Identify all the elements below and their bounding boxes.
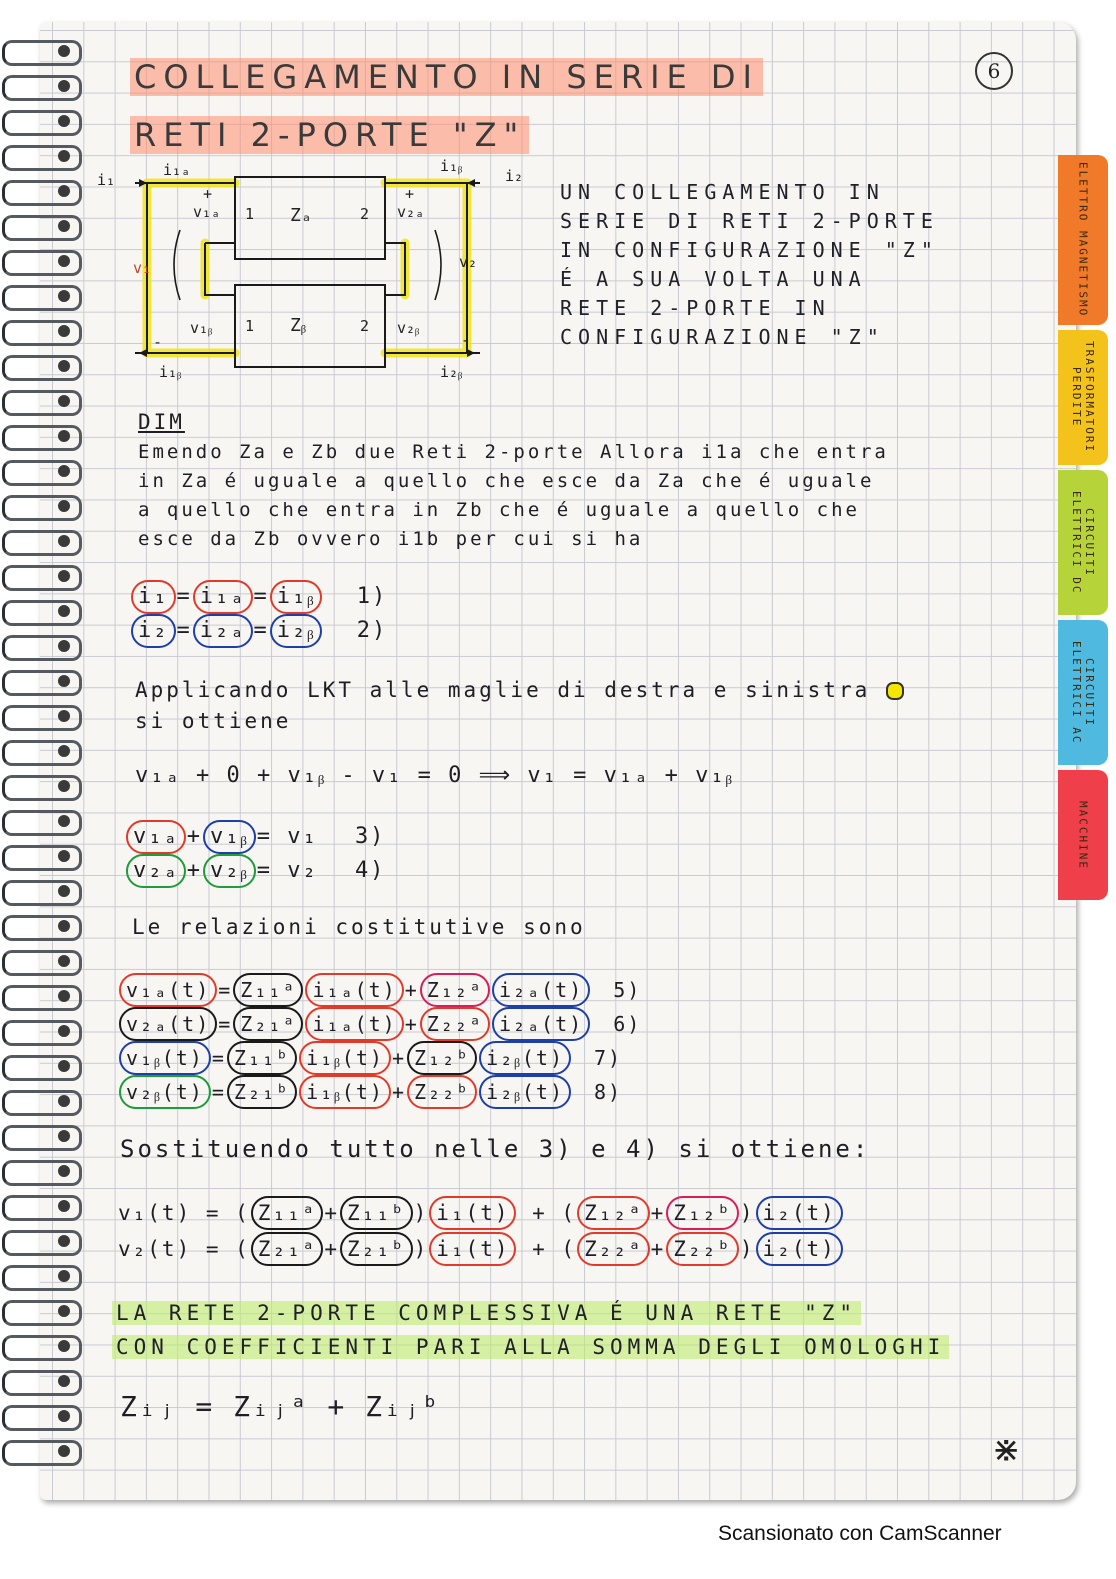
oval-i1a: i₁ₐ <box>193 580 253 614</box>
equation-3: v₁ₐ + v₁ᵦ = v₁ 3) <box>125 820 385 854</box>
binding-hole <box>58 1025 70 1037</box>
end-mark-icon: ⋇ <box>992 1430 1021 1470</box>
dim-line: Emendo Za e Zb due Reti 2-porte Allora i1a che entra <box>138 441 889 463</box>
binding-hole <box>58 1060 70 1072</box>
dim-text <box>138 438 889 554</box>
spiral-ring-icon <box>2 845 82 871</box>
scanner-footer: Scansionato con CamScanner <box>718 1522 1002 1545</box>
lkt-line: si ottiene <box>135 709 292 733</box>
label-za: Zₐ <box>290 205 312 226</box>
relation-row: v₂ᵦ(t) = Z₂₁ᵇ i₁ᵦ(t) + Z₂₂ᵇ i₂ᵦ(t) 8) <box>118 1075 641 1109</box>
statement-line: UN COLLEGAMENTO IN <box>560 180 885 204</box>
binding-hole <box>58 115 70 127</box>
oval-current: i₁(t) <box>429 1196 516 1230</box>
oval-i1: i₁ <box>131 580 176 614</box>
label-v2a: v₂ₐ <box>397 203 425 221</box>
page-number: 6 <box>975 52 1013 90</box>
relation-row: v₁ᵦ(t) = Z₁₁ᵇ i₁ᵦ(t) + Z₁₂ᵇ i₂ᵦ(t) 7) <box>118 1041 641 1075</box>
binding-hole <box>58 395 70 407</box>
spiral-ring-icon <box>2 40 82 66</box>
spiral-ring-icon <box>2 1090 82 1116</box>
spiral-ring-icon <box>2 1230 82 1256</box>
final-lhs: v₂(t) = ( <box>118 1237 250 1261</box>
oval-z-coef: Z₂₂ᵇ <box>407 1075 477 1109</box>
oval-z-coef: Z₁₂ᵃ <box>420 973 490 1007</box>
oval-v2b: v₂ᵦ <box>203 854 256 888</box>
binding-hole <box>58 1375 70 1387</box>
label-i1: i₁ <box>97 171 116 189</box>
binding-hole <box>58 640 70 652</box>
spiral-ring-icon <box>2 390 82 416</box>
dim-line: esce da Zb ovvero i1b per cui si ha <box>138 528 644 550</box>
label-v2b: v₂ᵦ <box>397 319 420 337</box>
binding-hole <box>58 1235 70 1247</box>
conclusion-line: CON COEFFICIENTI PARI ALLA SOMMA DEGLI OMOLOGHI <box>112 1335 949 1359</box>
binding-hole <box>58 1410 70 1422</box>
final-equation-row: v₂(t) = ( Z₂₁ᵃ + Z₂₁ᵇ ) i₁(t) + ( Z₂₂ᵃ + Z₂₂ᵇ ) i₂(t) <box>118 1231 844 1267</box>
index-tab-label: CIRCUITI ELETTRICI AC <box>1070 640 1096 745</box>
oval-z-coef: Z₂₁ᵇ <box>227 1075 297 1109</box>
oval-current: i₂ₐ(t) <box>492 973 590 1007</box>
binding-hole <box>58 80 70 92</box>
final-lhs: v₁(t) = ( <box>118 1201 250 1225</box>
lkt-line: Applicando LKT alle maglie di destra e sinistra <box>135 678 871 702</box>
oval-voltage: v₂ᵦ(t) <box>119 1075 211 1109</box>
substitution-text: Sostituendo tutto nelle 3) e 4) si ottiene: <box>120 1135 871 1163</box>
relation-number: 5) <box>613 978 642 1002</box>
spiral-ring-icon <box>2 1265 82 1291</box>
spiral-ring-icon <box>2 600 82 626</box>
label-i1a: i₁ₐ <box>163 161 191 179</box>
yellow-dot-icon <box>886 682 904 700</box>
binding-hole <box>58 1270 70 1282</box>
binding-hole <box>58 430 70 442</box>
spiral-ring-icon <box>2 215 82 241</box>
spiral-ring-icon <box>2 1440 82 1466</box>
spiral-ring-icon <box>2 635 82 661</box>
index-tab-label: CIRCUITI ELETTRICI DC <box>1070 490 1096 595</box>
spiral-ring-icon <box>2 1405 82 1431</box>
spiral-ring-icon <box>2 145 82 171</box>
spiral-ring-icon <box>2 775 82 801</box>
binding-hole <box>58 850 70 862</box>
statement-line: IN CONFIGURAZIONE "Z" <box>560 238 939 262</box>
final-formula: Zᵢⱼ = Zᵢⱼᵃ + Zᵢⱼᵇ <box>120 1390 441 1423</box>
binding-hole <box>58 780 70 792</box>
oval-current: i₁ₐ(t) <box>305 973 403 1007</box>
spiral-ring-icon <box>2 705 82 731</box>
oval-i2: i₂ <box>131 614 176 648</box>
binding-hole <box>58 255 70 267</box>
final-equation-row: v₁(t) = ( Z₁₁ᵃ + Z₁₁ᵇ ) i₁(t) + ( Z₁₂ᵃ + Z₁₂ᵇ ) i₂(t) <box>118 1195 844 1231</box>
spiral-ring-icon <box>2 740 82 766</box>
index-tab-label: MACCHINE <box>1076 800 1090 870</box>
binding-hole <box>58 360 70 372</box>
relations <box>118 973 641 1109</box>
binding-hole <box>58 675 70 687</box>
spiral-ring-icon <box>2 285 82 311</box>
statement-line: É A SUA VOLTA UNA <box>560 267 867 291</box>
label-v1a: v₁ₐ <box>193 203 221 221</box>
binding-hole <box>58 815 70 827</box>
oval-z-coef: Z₂₂ᵃ <box>420 1007 490 1041</box>
binding-hole <box>58 1095 70 1107</box>
spiral-ring-icon <box>2 1125 82 1151</box>
spiral-ring-icon <box>2 355 82 381</box>
relations-text: Le relazioni costitutive sono <box>132 915 586 939</box>
final-equations <box>118 1195 844 1267</box>
dim-line: a quello che entra in Zb che é uguale a quello che <box>138 499 860 521</box>
index-tab[interactable] <box>1058 770 1108 900</box>
binding-hole <box>58 1305 70 1317</box>
oval-current: i₂ₐ(t) <box>492 1007 590 1041</box>
binding-hole <box>58 955 70 967</box>
statement-line: RETE 2-PORTE IN <box>560 296 831 320</box>
index-tab-label: TRASFORMATORI PERDITE <box>1070 341 1096 454</box>
oval-z-coef: Z₁₂ᵇ <box>666 1196 739 1230</box>
binding-hole <box>58 570 70 582</box>
page-title-line2: RETI 2-PORTE "Z" <box>130 116 529 154</box>
conclusion <box>112 1296 949 1364</box>
spiral-ring-icon <box>2 320 82 346</box>
svg-text:1: 1 <box>245 317 255 335</box>
binding-hole <box>58 920 70 932</box>
spiral-ring-icon <box>2 1020 82 1046</box>
spiral-ring-icon <box>2 460 82 486</box>
index-tab[interactable] <box>1058 155 1108 325</box>
oval-i1b: i₁ᵦ <box>270 580 323 614</box>
label-i2-top: i₂ <box>505 167 524 185</box>
binding-hole <box>58 465 70 477</box>
spiral-ring-icon <box>2 1160 82 1186</box>
svg-text:1: 1 <box>245 205 255 223</box>
oval-v1b: v₁ᵦ <box>203 820 256 854</box>
index-tab-label: ELETTRO MAGNETISMO <box>1076 162 1090 318</box>
oval-current: i₂ᵦ(t) <box>479 1041 571 1075</box>
conclusion-line: LA RETE 2-PORTE COMPLESSIVA É UNA RETE "Z" <box>112 1301 861 1325</box>
lkt-text <box>135 675 904 737</box>
dim-label: DIM <box>138 410 185 434</box>
binding-hole <box>58 535 70 547</box>
oval-z-coef: Z₂₁ᵇ <box>340 1232 413 1266</box>
label-v1b: v₁ᵦ <box>190 319 213 337</box>
oval-current: i₂ᵦ(t) <box>479 1075 571 1109</box>
statement-line: SERIE DI RETI 2-PORTE <box>560 209 939 233</box>
spiral-ring-icon <box>2 1370 82 1396</box>
spiral-ring-icon <box>2 1055 82 1081</box>
oval-z-coef: Z₂₂ᵃ <box>577 1232 650 1266</box>
spiral-ring-icon <box>2 110 82 136</box>
relation-number: 8) <box>594 1080 623 1104</box>
binding-hole <box>58 745 70 757</box>
oval-voltage: v₁ₐ(t) <box>119 973 217 1007</box>
index-tab[interactable] <box>1058 620 1108 765</box>
oval-z-coef: Z₁₁ᵇ <box>227 1041 297 1075</box>
relation-number: 7) <box>594 1046 623 1070</box>
statement <box>560 178 939 352</box>
label-v2: v₂ <box>459 253 478 271</box>
oval-z-coef: Z₁₂ᵇ <box>407 1041 477 1075</box>
spiral-ring-icon <box>2 250 82 276</box>
binding-hole <box>58 150 70 162</box>
spiral-ring-icon <box>2 880 82 906</box>
spiral-ring-icon <box>2 985 82 1011</box>
page-title-line1: COLLEGAMENTO IN SERIE DI <box>130 58 763 96</box>
index-tab[interactable] <box>1058 330 1108 465</box>
spiral-ring-icon <box>2 810 82 836</box>
svg-text:2: 2 <box>360 317 370 335</box>
equation-2: i₂ = i₂ₐ = i₂ᵦ 2) <box>130 614 387 648</box>
binding-hole <box>58 1130 70 1142</box>
oval-current: i₂(t) <box>756 1232 843 1266</box>
spiral-ring-icon <box>2 1335 82 1361</box>
oval-current: i₁(t) <box>429 1232 516 1266</box>
binding-hole <box>58 1445 70 1457</box>
oval-v1a: v₁ₐ <box>126 820 186 854</box>
oval-i2b: i₂ᵦ <box>270 614 323 648</box>
spiral-ring-icon <box>2 950 82 976</box>
binding-hole <box>58 220 70 232</box>
binding-hole <box>58 1340 70 1352</box>
binding-hole <box>58 1200 70 1212</box>
relation-row: v₂ₐ(t) = Z₂₁ᵃ i₁ₐ(t) + Z₂₂ᵃ i₂ₐ(t) 6) <box>118 1007 641 1041</box>
oval-current: i₁ₐ(t) <box>305 1007 403 1041</box>
spiral-ring-icon <box>2 670 82 696</box>
label-i1b-top: i₁ᵦ <box>440 157 463 175</box>
label-i2b: i₂ᵦ <box>440 363 463 381</box>
binding-hole <box>58 1165 70 1177</box>
binding-hole <box>58 185 70 197</box>
binding-hole <box>58 605 70 617</box>
oval-current: i₂(t) <box>756 1196 843 1230</box>
spiral-ring-icon <box>2 530 82 556</box>
binding-hole <box>58 325 70 337</box>
spiral-ring-icon <box>2 915 82 941</box>
svg-text:-: - <box>461 331 471 349</box>
oval-z-coef: Z₂₁ᵃ <box>233 1007 303 1041</box>
oval-voltage: v₂ₐ(t) <box>119 1007 217 1041</box>
spiral-ring-icon <box>2 565 82 591</box>
spiral-ring-icon <box>2 180 82 206</box>
binding-hole <box>58 500 70 512</box>
binding-hole <box>58 990 70 1002</box>
oval-z-coef: Z₂₂ᵇ <box>666 1232 739 1266</box>
dim-line: in Za é uguale a quello che esce da Za che é uguale <box>138 470 875 492</box>
oval-z-coef: Z₁₁ᵃ <box>251 1196 324 1230</box>
spiral-binding <box>0 40 90 1480</box>
svg-text:-: - <box>153 333 163 351</box>
binding-hole <box>58 290 70 302</box>
relation-number: 6) <box>613 1012 642 1036</box>
svg-text:2: 2 <box>360 205 370 223</box>
circuit-diagram <box>95 155 535 385</box>
relation-row: v₁ₐ(t) = Z₁₁ᵃ i₁ₐ(t) + Z₁₂ᵃ i₂ₐ(t) 5) <box>118 973 641 1007</box>
spiral-ring-icon <box>2 1195 82 1221</box>
spiral-ring-icon <box>2 495 82 521</box>
oval-current: i₁ᵦ(t) <box>299 1075 391 1109</box>
binding-hole <box>58 885 70 897</box>
equation-4: v₂ₐ + v₂ᵦ = v₂ 4) <box>125 854 385 888</box>
oval-voltage: v₁ᵦ(t) <box>119 1041 211 1075</box>
oval-z-coef: Z₂₁ᵃ <box>251 1232 324 1266</box>
lkt-equation: v₁ₐ + 0 + v₁ᵦ - v₁ = 0 ⟹ v₁ = v₁ₐ + v₁ᵦ <box>135 763 734 788</box>
svg-text:+: + <box>203 185 213 203</box>
oval-current: i₁ᵦ(t) <box>299 1041 391 1075</box>
spiral-ring-icon <box>2 1300 82 1326</box>
oval-z-coef: Z₁₁ᵇ <box>340 1196 413 1230</box>
spiral-ring-icon <box>2 75 82 101</box>
equation-1: i₁ = i₁ₐ = i₁ᵦ 1) <box>130 580 387 614</box>
oval-z-coef: Z₁₁ᵃ <box>233 973 303 1007</box>
label-i1b: i₁ᵦ <box>159 363 182 381</box>
binding-hole <box>58 710 70 722</box>
svg-text:+: + <box>405 185 415 203</box>
oval-i2a: i₂ₐ <box>193 614 253 648</box>
statement-line: CONFIGURAZIONE "Z" <box>560 325 885 349</box>
label-zb: Zᵦ <box>290 315 306 336</box>
index-tab[interactable] <box>1058 470 1108 615</box>
label-v1: v₁ <box>133 259 152 277</box>
oval-v2a: v₂ₐ <box>126 854 186 888</box>
spiral-ring-icon <box>2 425 82 451</box>
oval-z-coef: Z₁₂ᵃ <box>577 1196 650 1230</box>
binding-hole <box>58 45 70 57</box>
